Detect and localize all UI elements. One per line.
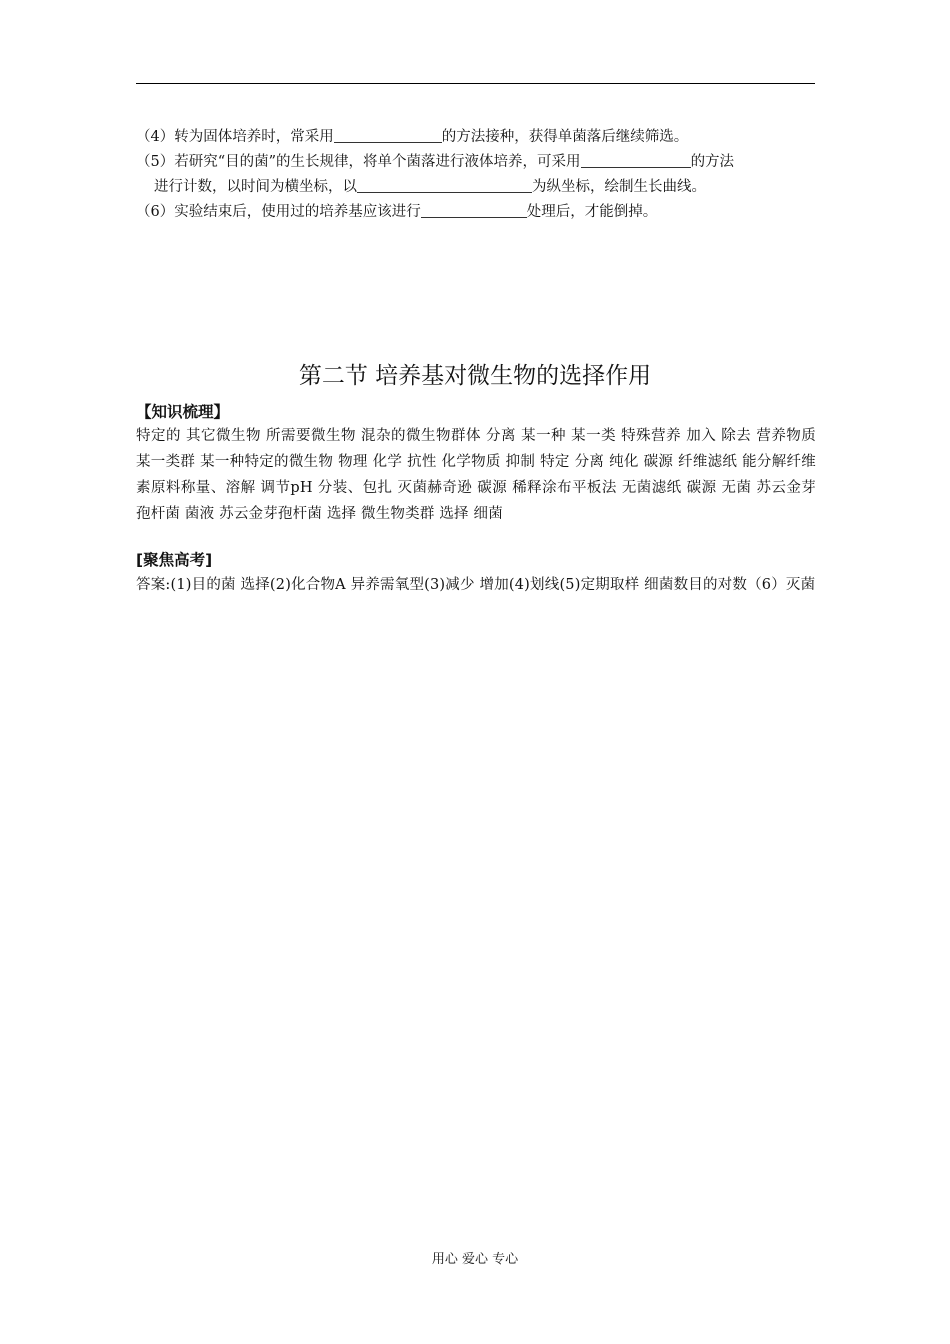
question-5-text-post: 为纵坐标，绘制生长曲线。: [532, 179, 706, 195]
knowledge-heading: 【知识梳理】: [136, 403, 230, 421]
question-6-text-pre: （6）实验结束后，使用过的培养基应该进行: [136, 204, 421, 220]
question-6-text-post: 处理后，才能倒掉。: [526, 204, 658, 220]
focus-answer-text: 答案:(1)目的菌 选择(2)化合物A 异养需氧型(3)减少 增加(4)划线(5)定期取样 细菌数目的对数（6）灭菌: [136, 577, 816, 593]
question-5-text-pre: （5）若研究“目的菌”的生长规律，将单个菌落进行液体培养，可采用: [136, 154, 581, 170]
section-title: 第二节 培养基对微生物的选择作用: [298, 363, 652, 389]
question-4-text-post: 的方法接种，获得单菌落后继续筛选。: [441, 129, 689, 145]
answer-blank: [334, 128, 442, 143]
question-5-line-2: [154, 174, 834, 200]
question-5-text-mid: 的方法: [690, 154, 735, 170]
answer-blank: [581, 153, 691, 168]
knowledge-text: 特定的 其它微生物 所需要微生物 混杂的微生物群体 分离 某一种 某一类 特殊营养 加入 除去 营养物质 某一类群 某一种特定的微生物 物理 化学 抗性 化学物质 抑制 特定 分离 纯化 碳源 纤维滤纸 能分解纤维素原料称量、溶解 调节pH 分装、包扎 灭菌赫奇逊 碳源 稀释涂布平板法 无菌滤纸 碳源 无菌 苏云金芽孢杆菌 菌液 苏云金芽孢杆菌 选择 微生物类群 选择 细菌: [136, 428, 816, 522]
question-4-text-pre: （4）转为固体培养时，常采用: [136, 129, 334, 145]
focus-heading: [聚焦高考]: [136, 551, 213, 569]
question-5-text-cont: 进行计数，以时间为横坐标，以: [154, 179, 357, 195]
answer-blank: [421, 203, 527, 218]
header-rule: [136, 83, 815, 84]
question-5-line-1: [136, 149, 816, 175]
question-6: [136, 199, 816, 225]
answer-blank: [357, 178, 532, 193]
page-footer: 用心 爱心 专心: [431, 1252, 519, 1267]
question-4: [136, 124, 816, 150]
